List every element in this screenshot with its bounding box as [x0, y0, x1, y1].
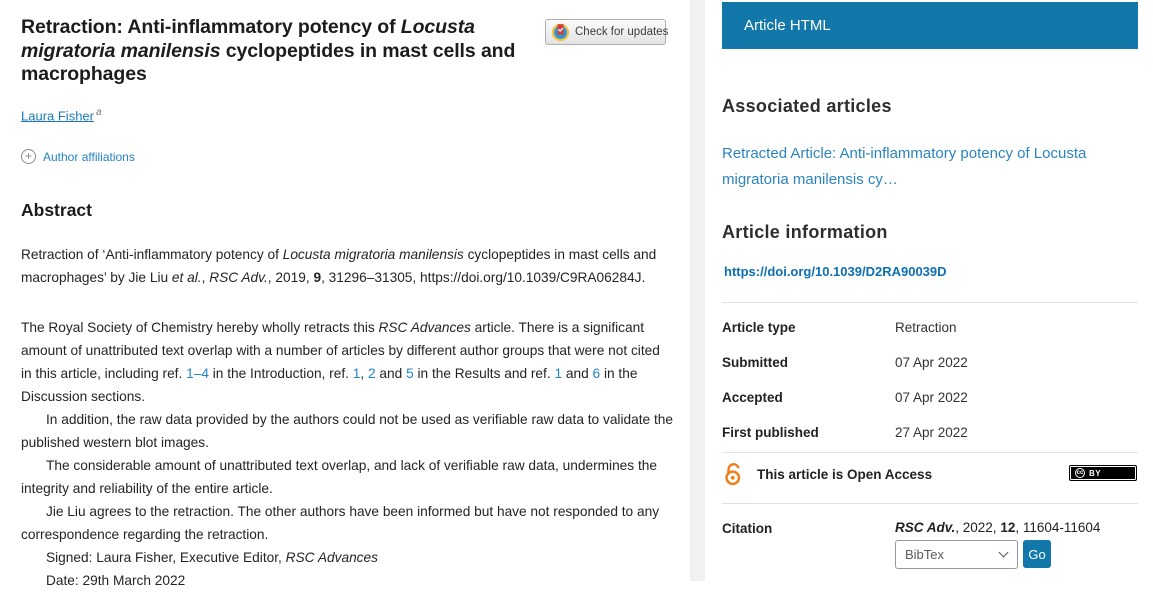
doi-link[interactable]: https://doi.org/10.1039/D2RA90039D	[724, 264, 947, 279]
go-button[interactable]	[1023, 540, 1051, 568]
author-link[interactable]	[21, 107, 102, 123]
table-row-accepted	[722, 380, 1138, 415]
divider	[722, 302, 1138, 303]
reference-link[interactable]: 1	[554, 366, 563, 381]
retraction-paragraph: Jie Liu agrees to the retraction. The other authors have been informed but have not responded to any correspondence regarding the retraction.	[21, 504, 660, 542]
cc-by-license-badge[interactable]	[1069, 465, 1137, 481]
reference-link[interactable]: 5	[406, 366, 414, 381]
author-affiliations-toggle[interactable]	[21, 149, 135, 164]
open-access-label: This article is Open Access	[757, 467, 933, 482]
row-label: Submitted	[722, 355, 788, 370]
column-divider	[690, 0, 705, 581]
cc-by-label: BY	[1089, 468, 1102, 478]
abstract-heading: Abstract	[21, 200, 92, 220]
associated-article-link[interactable]: Retracted Article: Anti-inflammatory potency of Locusta migratoria manilensis cy…	[722, 145, 1087, 188]
row-label: First published	[722, 425, 819, 440]
row-label: Accepted	[722, 390, 783, 405]
plus-icon: +	[21, 149, 36, 164]
retraction-paragraph: The considerable amount of unattributed text overlap, and lack of verifiable raw data, undermines the integrity and reliability of the entire article.	[21, 458, 657, 496]
author-name: Laura Fisher	[21, 108, 94, 124]
article-info-table	[722, 310, 1138, 450]
citation-export-controls	[895, 540, 1051, 569]
retraction-notice-body	[21, 316, 673, 592]
author-affiliations-label: Author affiliations	[43, 149, 135, 164]
author-affiliation-superscript: a	[95, 107, 102, 118]
article-html-label: Article HTML	[744, 17, 831, 34]
article-information-heading: Article information	[722, 222, 888, 242]
table-row-article-type	[722, 310, 1138, 345]
row-value: 07 Apr 2022	[895, 355, 968, 370]
retraction-paragraph: In addition, the raw data provided by the authors could not be used as verifiable raw data to validate the published western blot images.	[21, 412, 673, 450]
page-title: Retraction: Anti-inflammatory potency of Locusta migratoria manilensis cyclopeptides in mast cells and macrophages	[21, 16, 516, 85]
reference-link[interactable]: 2	[367, 366, 376, 381]
chevron-down-icon	[999, 548, 1009, 558]
table-row-first-published	[722, 415, 1138, 450]
citation-value: RSC Adv., 2022, 12, 11604-11604	[895, 520, 1101, 535]
associated-articles-heading: Associated articles	[722, 96, 892, 116]
reference-link[interactable]: 1–4	[186, 366, 209, 381]
abstract-citation-paragraph: Retraction of ‘Anti-inflammatory potency of Locusta migratoria manilensis cyclopeptides in mast cells and macrophages’ by Jie Liu et al., RSC Adv., 2019, 9, 31296–31305, https://doi.org/10.1039/C9RA06284J.	[21, 247, 657, 285]
date-line: Date: 29th March 2022	[46, 573, 186, 588]
row-value: Retraction	[895, 320, 957, 335]
cc-icon: cc	[1076, 470, 1084, 476]
divider	[722, 503, 1138, 504]
reference-link[interactable]: 6	[592, 366, 601, 381]
citation-format-select[interactable]	[895, 540, 1018, 569]
row-value: 27 Apr 2022	[895, 425, 968, 440]
article-sidebar	[705, 0, 1153, 581]
row-value: 07 Apr 2022	[895, 390, 968, 405]
go-label: Go	[1028, 546, 1046, 562]
article-html-button[interactable]	[722, 2, 1138, 49]
citation-format-value: BibTex	[905, 547, 945, 562]
row-label: Article type	[722, 320, 796, 335]
citation-label: Citation	[722, 521, 773, 536]
check-for-updates-button[interactable]	[545, 19, 669, 45]
retraction-paragraph: The Royal Society of Chemistry hereby wholly retracts this RSC Advances article. There is a significant amount of unattributed text overlap with a number of articles by different author groups that were not cited in this article, including ref. 1–4 in the Introduction, ref. 1, 2 and 5 in the Results and ref. 1 and 6 in the Discussion sections.	[21, 320, 660, 404]
signature-line: Signed: Laura Fisher, Executive Editor, RSC Advances	[46, 550, 378, 565]
check-for-updates-label: Check for updates	[575, 26, 669, 38]
table-row-submitted	[722, 345, 1138, 380]
crossmark-icon	[551, 23, 570, 42]
open-access-lock-icon	[724, 462, 743, 492]
open-access-row	[724, 460, 1138, 496]
divider	[722, 452, 1138, 453]
reference-link[interactable]: 1	[352, 366, 361, 381]
